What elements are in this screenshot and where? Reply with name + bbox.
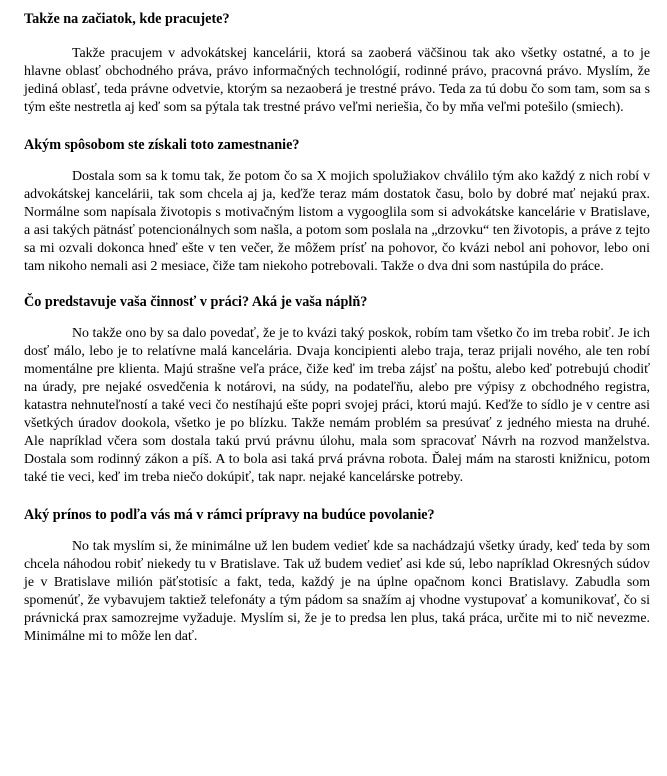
question-heading: Čo predstavuje vaša činnosť v práci? Aká je vaša náplň? <box>24 294 368 310</box>
interview-section-duties <box>24 293 650 487</box>
answer-paragraph: Takže pracujem v advokátskej kancelárii, ktorá sa zaoberá väčšinou tak ako všetky ostatné, a to je hlavne oblasť obchodného práva, právo informačných technológií, rodinné právo, pracovná právo. Myslím, že jediná oblasť, teda právne odvetvie, ktorým sa nezaoberá je trestné právo. Teda za tú dobu čo som tam, som sa s tým ešte nestretla aj keď som sa pýtala tak trestné právo veľmi neriešia, čo by mňa veľmi potešilo (smiech). <box>24 46 650 115</box>
question-heading: Akým spôsobom ste získali toto zamestnanie? <box>24 137 300 153</box>
answer-paragraph: Dostala som sa k tomu tak, že potom čo sa X mojich spolužiakov chválilo tým ako každý z nich robí v advokátskej kancelárii, tak som chcela aj ja, keďže teraz mám dostatok času, bolo by dobré mať nejakú prax. Normálne som napísala životopis s motivačným listom a vygooglila som si advokátske kancelárie v Bratislave, a asi takých pätnásť potencionálnych som našla, a potom som poslala na „drzovku“ ten životopis, a práve z tejto sa mi ozvali dokonca hneď ešte v ten večer, že môžem prísť na pohovor, čo kvázi nebol ani pohovor, lebo oni tam nikoho nemali asi 2 mesiace, čiže tam niekoho potrebovali. Takže o dva dni som nastúpila do práce. <box>24 169 650 274</box>
answer-paragraph: No takže ono by sa dalo povedať, že je to kvázi taký poskok, robím tam všetko čo im treba robiť. Je ich dosť málo, lebo je to relatívne malá kancelária. Dvaja koncipienti alebo traja, teraz prijali nového, ale ten robí momentálne pre klienta. Majú strašne veľa práce, čiže keď im treba zájsť na poštu, alebo keď potrebujú chodiť na úrady, pre nejaké osvedčenia k notárovi, na súdy, na podateľňu, alebo pre výpisy z obchodného registra, katastra nehnuteľností a také veci čo nestíhajú ešte popri svojej práci, ktorú majú. Keďže to sídlo je v centre asi všetkých úradov dookola, všetko je po blízku. Takže nemám problém sa presúvať z jedného miesta na druhé. Ale napríklad včera som dostala takú prvú právnu úlohu, mala som spracovať Návrh na rozvod manželstva. Dostala som rodinný zákon a píš. A to bola asi taká prvá právna robota. Ďalej mám na starosti knižnicu, potom také tie veci, keď im treba niečo dokúpiť, tak napr. nejaké kancelárske potreby. <box>24 326 650 485</box>
interview-section-how-obtained <box>24 136 650 276</box>
interview-section-workplace <box>24 10 650 117</box>
question-heading: Takže na začiatok, kde pracujete? <box>24 11 230 27</box>
question-heading: Aký prínos to podľa vás má v rámci prípravy na budúce povolanie? <box>24 507 435 523</box>
document-page <box>24 10 650 662</box>
answer-paragraph: No tak myslím si, že minimálne už len budem vedieť kde sa nachádzajú všetky úrady, keď teda by som chcela náhodou robiť niekedy tu v Bratislave. Tak už budem vedieť asi kde sú, lebo napríklad Okresných súdov je v Bratislave milión päťstotisíc a fakt, teda, každý je na úplne opačnom konci Bratislavy. Zabudla som spomenúť, že vybavujem taktiež telefonáty a tým pádom sa snažím aj vhodne vystupovať a komunikovať, čo si právnická prax samozrejme vyžaduje. Myslím si, že je to predsa len plus, taká práca, určite mi to nič nevezme. Minimálne mi to môže len dať. <box>24 539 650 644</box>
interview-section-benefit <box>24 506 650 646</box>
